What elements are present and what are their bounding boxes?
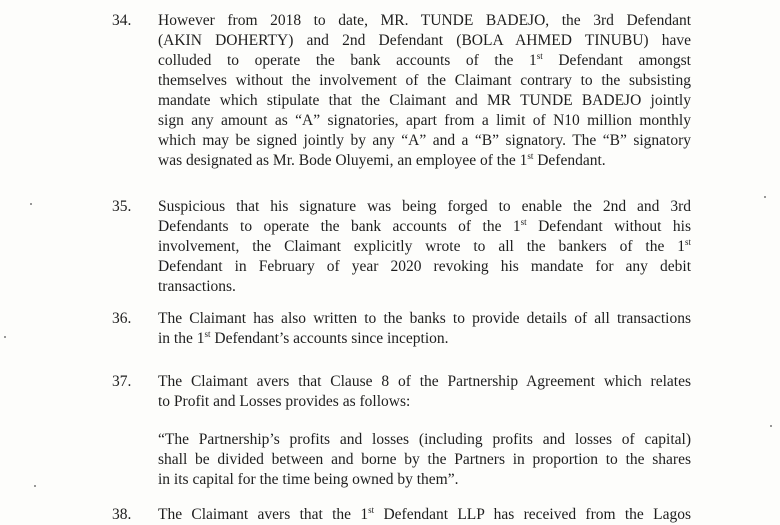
text-line: themselves without the involvement of the Claimant contrary to the subsisting [158,72,691,89]
text-line: which may be signed jointly by any “A” and a “B” signatory. The “B” signatory [158,132,691,149]
paragraph-number: 34. [112,12,132,29]
text-line: mandate which stipulate that the Claimant and MR TUNDE BADEJO jointly [158,92,691,109]
superscript: st [368,504,375,515]
paragraph-text [158,372,691,412]
text-line: Defendants to operate the bank accounts of the 1st Defendant without his [158,216,691,235]
text-line: Suspicious that his signature was being forged to enable the 2nd and 3rd [158,198,691,215]
quote-line: “The Partnership’s profits and losses (including profits and losses of capital) [158,431,691,448]
superscript: st [536,50,543,61]
scan-speck [770,425,772,427]
scan-speck [4,336,6,338]
superscript: st [520,216,527,227]
paragraph-number: 36. [112,310,132,327]
text-line: involvement, the Claimant explicitly wrote to all the bankers of the 1st [158,236,691,255]
text-line: The Claimant has also written to the banks to provide details of all transactions [158,310,691,327]
text-line: transactions. [158,278,236,295]
paragraph-text [158,11,691,171]
paragraph-number: 35. [112,198,132,215]
text-line: The Claimant avers that Clause 8 of the Partnership Agreement which relates [158,373,691,390]
block-quote [158,430,691,490]
paragraph-number: 37. [112,373,132,390]
text-line: colluded to operate the bank accounts of the 1st Defendant amongst [158,50,691,69]
text-line: sign any amount as “A” signatories, apart from a limit of N10 million monthly [158,112,691,129]
text-line: However from 2018 to date, MR. TUNDE BADEJO, the 3rd Defendant [158,12,691,29]
scan-speck [30,203,32,205]
quote-line: shall be divided between and borne by the Partners in proportion to the shares [158,451,691,468]
superscript: st [684,236,691,247]
text-line: was designated as Mr. Bode Oluyemi, an employee of the 1st Defendant. [158,150,606,169]
scan-speck [34,485,36,487]
scan-speck [764,196,766,198]
text-line: Defendant in February of year 2020 revoking his mandate for any debit [158,258,691,275]
superscript: st [204,328,211,339]
paragraph-text [158,309,691,349]
text-line: to Profit and Losses provides as follows: [158,393,411,410]
text-line: The Claimant avers that the 1st Defendant LLP has received from the Lagos [158,504,691,523]
paragraph-text [158,197,691,297]
paragraph-number: 38. [112,506,132,523]
quote-line: in its capital for the time being owned by them”. [158,471,459,488]
paragraph-text [158,505,691,525]
superscript: st [527,150,534,161]
text-line: (AKIN DOHERTY) and 2nd Defendant (BOLA AHMED TINUBU) have [158,32,691,49]
text-line: in the 1st Defendant’s accounts since inception. [158,328,449,347]
